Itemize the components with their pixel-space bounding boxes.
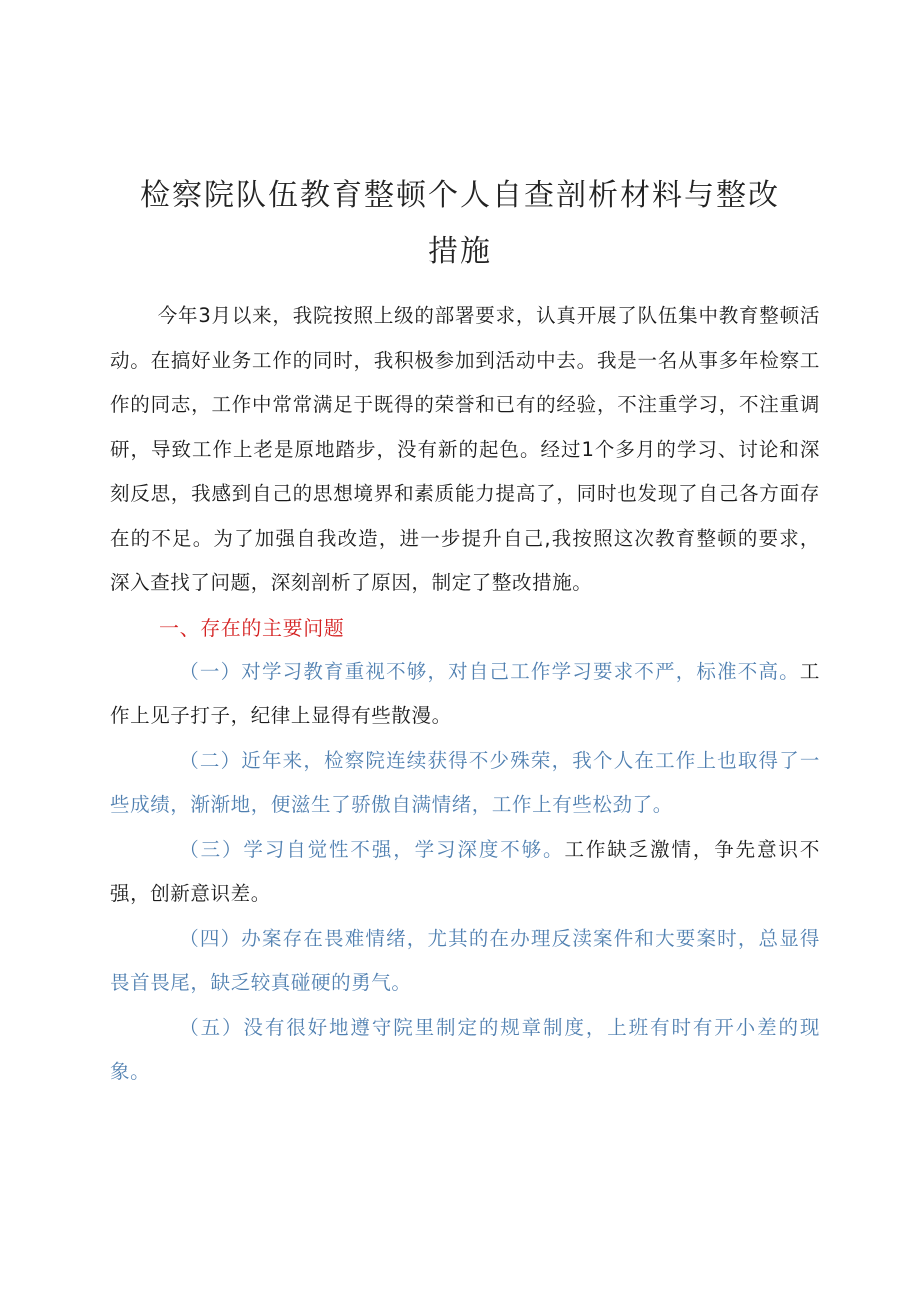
problem-item-2 [110, 739, 820, 828]
problem-item-4-highlight: （四）办案存在畏难情绪，尤其的在办理反渎案件和大要案时，总显得畏首畏尾，缺乏较真碰硬的勇气。 [110, 926, 820, 994]
section-heading: 一、存在的主要问题 [159, 615, 345, 640]
problem-item-4 [110, 917, 820, 1006]
intro-paragraph: 今年3月以来，我院按照上级的部署要求，认真开展了队伍集中教育整顿活动。在搞好业务工作的同时，我积极参加到活动中去。我是一名从事多年检察工作的同志，工作中常常满足于既得的荣誉和已有的经验，不注重学习，不注重调研，导致工作上老是原地踏步，没有新的起色。经过1个多月的学习、讨论和深刻反思，我感到自己的思想境界和素质能力提高了，同时也发现了自己各方面存在的不足。为了加强自我改造，进一步提升自己,我按照这次教育整顿的要求，深入查找了问题，深刻剖析了原因，制定了整改措施。 [110, 304, 820, 594]
problem-item-1 [110, 650, 820, 739]
title-line-1: 检察院队伍教育整顿个人自查剖析材料与整改 [140, 178, 780, 213]
problem-item-1-rest: 工作上见子打子，纪律上显得有些散漫。 [110, 659, 820, 727]
problem-item-2-highlight: （二）近年来，检察院连续获得不少殊荣，我个人在工作上也取得了一些成绩，渐渐地，便滋生了骄傲自满情绪，工作上有些松劲了。 [110, 748, 820, 816]
document-title [100, 168, 820, 280]
problem-item-3-rest: 工作缺乏激情，争先意识不强，创新意识差。 [110, 837, 820, 905]
document-body [110, 294, 820, 1095]
problem-item-3-highlight: （三）学习自觉性不强，学习深度不够。 [179, 837, 565, 861]
problem-item-1-highlight: （一）对学习教育重视不够，对自己工作学习要求不严，标准不高。 [179, 659, 800, 683]
problem-item-5-highlight: （五）没有很好地遵守院里制定的规章制度，上班有时有开小差的现象。 [110, 1015, 820, 1083]
title-line-2: 措施 [428, 234, 492, 269]
problem-item-5 [110, 1006, 820, 1095]
problem-item-3 [110, 828, 820, 917]
